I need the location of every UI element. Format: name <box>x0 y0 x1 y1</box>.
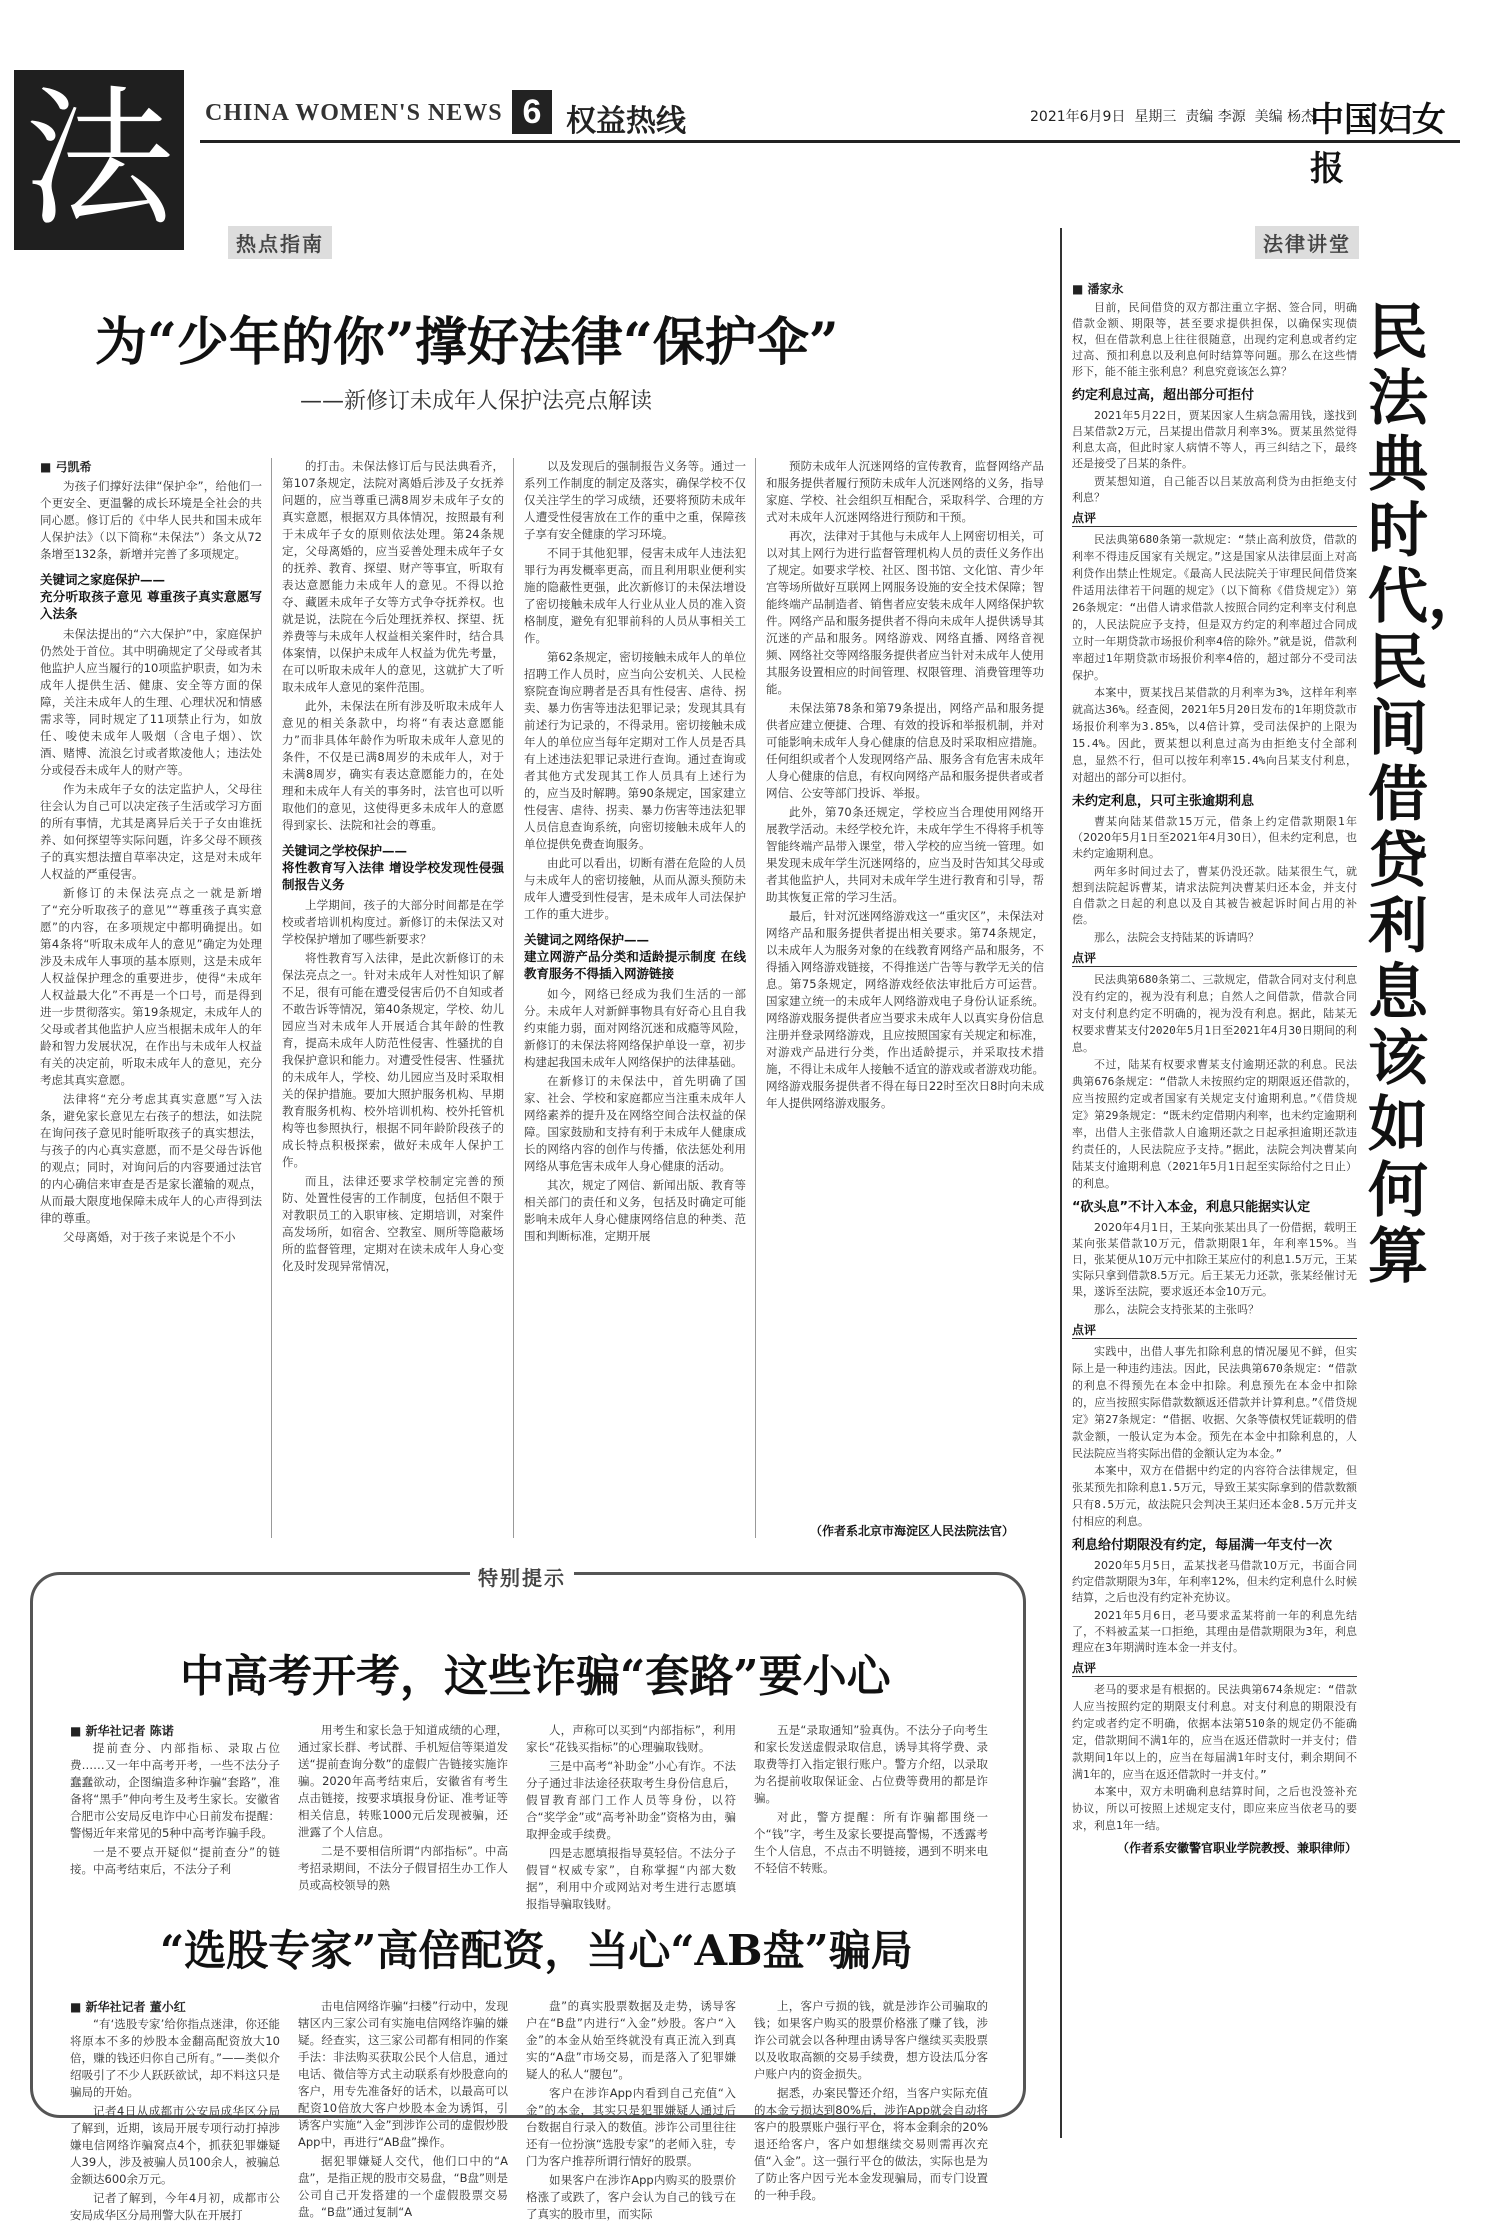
article1-headline: 为“少年的你”撑好法律“保护伞” <box>95 312 839 373</box>
article3-byline: ■ 新华社记者 董小红 <box>70 2000 186 2014</box>
comment-label: 点评 <box>1072 950 1357 967</box>
comment-text: 本案中，双方未明确利息结算时间，之后也没签补充协议，所以可按照上述规定支付，即应来应当依老马的要求，利息1年一结。 <box>1072 1785 1357 1832</box>
article1-column-2 <box>282 458 504 1540</box>
comment-text: 本案中，双方在借据中约定的内容符合法律规定，但张某预先扣除利息1.5万元，导致王某实际拿到的借款数额只有8.5万元，故法院只会判决王某归还本金8.5万元并支付相应的利息。 <box>1072 1464 1357 1528</box>
header-info <box>1030 106 1315 126</box>
art-credit: 美编 杨杰 <box>1254 109 1316 125</box>
paragraph: 2020年4月1日，王某向张某出具了一份借据，载明王某向张某借款10万元，借款期限1年，年利率15%。当日，张某便从10万元中扣除王某应付的利息1.5万元，王某实际只拿到借款8.5万元。后王某无力还款，张某经催讨无果，遂诉至法院，要求返还本金10万元。 <box>1072 1221 1357 1298</box>
article3-column-4 <box>754 1998 988 2202</box>
column-divider <box>513 458 514 1538</box>
paragraph: 父母离婚，对于孩子来说是个不小 <box>63 1230 236 1244</box>
article2-tag: 特别提示 <box>470 1560 574 1593</box>
paragraph: 那么，法院会支持陆某的诉请吗？ <box>1094 931 1259 944</box>
comment-label: 点评 <box>1072 1660 1357 1677</box>
paragraph: 新修订的未保法亮点之一就是新增了“充分听取孩子的意见”“尊重孩子真实意愿”的内容，在多项规定中都明确提出。如第4条将“听取未成年人的意见”确定为处理涉及未成年人事项的基本原则，这是未成年人权益保护理念的重要进步，使得“未成年人权益最大化”不再是一个口号，而是得到进一步贯彻落实。第19条规定，未成年人的父母或者其他监护人应当根据未成年人的年龄和智力发展状况，在作出与未成年人权益有关的决定前，听取未成年人的意见，充分考虑其真实意愿。 <box>40 886 262 1087</box>
paragraph: 客户在涉诈App内看到自己充值“入金”的本金，其实只是犯罪嫌疑人通过后台数据自行录入的数值。涉诈公司里往往还有一位扮演“选股专家”的老师入驻，专门为客户推荐所谓行情好的股票。 <box>526 2086 736 2168</box>
column-divider <box>271 458 272 1538</box>
paragraph: 再次，法律对于其他与未成年人上网密切相关，可以对其上网行为进行监督管理机构人员的责任义务作出了规定。如要求学校、社区、图书馆、文化馆、青少年宫等场所做好互联网上网服务设施的安全技术保障；智能终端产品制造者、销售者应安装未成年人网络保护软件。网络产品和服务提供者不得向未成年人提供诱导其沉迷的产品和服务。网络游戏、网络直播、网络音视频、网络社交等网络服务提供者应当针对未成年人使用其服务设置相应的时间管理、权限管理、消费管理等功能。 <box>766 529 1044 696</box>
newspaper-logo: 中国妇女报 <box>1310 100 1446 189</box>
paragraph: 如果客户在涉诈App内购买的股票价格涨了或跌了，客户会认为自己的钱亏在了真实的股市里，而实际 <box>526 2173 736 2221</box>
issue-date: 2021年6月9日 <box>1030 109 1126 125</box>
sidebar-heading: 未约定利息，只可主张逾期利息 <box>1072 794 1255 809</box>
editor-credit: 责编 李源 <box>1185 109 1246 125</box>
article2-byline: ■ 新华社记者 陈诺 <box>70 1724 174 1738</box>
paragraph: 用考生和家长急于知道成绩的心理，通过家长群、考试群、手机短信等渠道发送“提前查询分数”的虚假广告链接实施诈骗。2020年高考结束后，安徽省有考生点击链接，按要求填报身份证、准考证等相关信息，转账1000元后发现被骗，还泄露了个人信息。 <box>298 1723 508 1839</box>
paragraph: 人，声称可以买到“内部指标”，利用家长“花钱买指标”的心理骗取钱财。 <box>526 1723 736 1754</box>
paragraph: 三是中高考“补助金”小心有诈。不法分子通过非法途径获取考生身份信息后，假冒教育部门工作人员等身份，以符合“奖学金”或“高考补助金”资格为由，骗取押金或手续费。 <box>526 1759 736 1841</box>
paragraph: 未保法第78条和第79条提出，网络产品和服务提供者应建立便捷、合理、有效的投诉和举报机制，并对可能影响未成年人身心健康的信息及时采取相应措施。任何组织或者个人发现网络产品、服务含有危害未成年人身心健康的信息，有权向网络产品和服务提供者或者网信、公安等部门投诉、举报。 <box>766 701 1044 800</box>
paragraph: “有‘选股专家’给你指点迷津，你还能将原本不多的炒股本金翻高配资放大10倍，赚的钱还归你自己所有。”——类似介绍吸引了不少人跃跃欲试，却不料这只是骗局的开始。 <box>70 2017 280 2099</box>
paragraph: 此外，第70条还规定，学校应当合理使用网络开展教学活动。未经学校允许，未成年学生不得将手机等智能终端产品带入课堂，带入学校的应当统一管理。如果发现未成年学生沉迷网络的，应当及时告知其父母或者其他监护人，共同对未成年学生进行教育和引导，帮助其恢复正常的学习生活。 <box>766 805 1044 904</box>
sidebar-tag: 法律讲堂 <box>1255 226 1359 259</box>
article1-column-1 <box>40 478 262 1540</box>
paragraph: 目前，民间借贷的双方都注重立字据、签合同，明确借款金额、期限等，甚至要求提供担保，以确保实现债权，但在借款利息上往往很随意，出现约定利息或者约定过高、预扣利息以及利息何时结算等问题。那么在这些情形下，能不能主张利息？利息究竟该怎么算？ <box>1072 301 1357 378</box>
issue-weekday: 星期三 <box>1134 109 1177 125</box>
comment-text: 老马的要求是有根据的。民法典第674条规定：“借款人应当按照约定的期限支付利息。对支付利息的期限没有约定或者约定不明确，依据本法第510条的规定仍不能确定，借款期间不满1年的，应当在返还借款时一并支付；借款期间1年以上的，应当在每届满1年时支付，剩余期间不满1年的，应当在返还借款时一并支付。” <box>1072 1683 1357 1781</box>
article2-column-3 <box>526 1722 736 1910</box>
paragraph: 二是不要相信所谓“内部指标”。中高考招录期间，不法分子假冒招生办工作人员或高校领导的熟 <box>298 1844 508 1892</box>
paragraph: 对此，警方提醒：所有诈骗都围绕一个“钱”字，考生及家长要提高警惕，不透露考生个人信息，不点击不明链接，遇到不明来电不轻信不转账。 <box>754 1810 988 1875</box>
section-logo-fa: 法 <box>14 70 184 250</box>
article1-tag: 热点指南 <box>228 226 332 259</box>
paragraph: 不同于其他犯罪，侵害未成年人违法犯罪行为再发概率更高，而且利用职业便利实施的隐蔽性更强，此次新修订的未保法增设了密切接触未成年人行业从业人员的准入资格制度，避免有犯罪前科的人员从事相关工作。 <box>524 546 746 645</box>
comment-text: 实践中，出借人事先扣除利息的情况屡见不鲜，但实际上是一种违约违法。因此，民法典第670条规定：“借款的利息不得预先在本金中扣除。利息预先在本金中扣除的，应当按照实际借款数额返还借款并计算利息。”《借贷规定》第27条规定：“借据、收据、欠条等债权凭证载明的借款金额，一般认定为本金。预先在本金中扣除利息的，人民法院应当将实际出借的金额认定为本金。” <box>1072 1345 1357 1460</box>
paper-english-name: CHINA WOMEN'S NEWS <box>205 100 503 126</box>
paragraph: 由此可以看出，切断有潜在危险的人员与未成年人的密切接触，从而从源头预防未成年人遭受到性侵害，是未成年人司法保护工作的重大进步。 <box>524 856 746 921</box>
page-number: 6 <box>512 90 552 134</box>
paragraph: 的打击。未保法修订后与民法典看齐，第107条规定，法院对离婚后涉及子女抚养问题的，应当尊重已满8周岁未成年子女的真实意愿，根据双方具体情况，按照最有利于未成年子女的原则依法处理。第24条规定，父母离婚的，应当妥善处理未成年子女的抚养、教育、探望、财产等事宜，听取有表达意愿能力未成年人的意见。不得以抢夺、藏匿未成年子女等方式争夺抚养权。也就是说，法院在今后处理抚养权、探望、抚养费等与未成年人权益相关案件时，结合具体案情，以保护未成年人权益为优先考量，在可以听取未成年人的意见，这就扩大了听取未成年人意见的案件范围。 <box>282 459 504 694</box>
article2-column-4 <box>754 1722 988 1910</box>
article3-column-3 <box>526 1998 736 2221</box>
paragraph: 预防未成年人沉迷网络的宣传教育，监督网络产品和服务提供者履行预防未成年人沉迷网络的义务，指导家庭、学校、社会组织互相配合，采取科学、合理的方式对未成年人沉迷网络进行预防和干预。 <box>766 459 1044 524</box>
comment-label: 点评 <box>1072 510 1357 527</box>
paragraph: 盘”的真实股票数据及走势，诱导客户在“B盘”内进行“入金”炒股。客户“入金”的本金从始至终就没有真正流入到真实的“A盘”市场交易，而是落入了犯罪嫌疑人的私人“腰包”。 <box>526 1999 736 2081</box>
paragraph: 一是不要点开疑似“提前查分”的链接。中高考结束后，不法分子利 <box>70 1845 280 1876</box>
sidebar-heading: “砍头息”不计入本金，利息只能据实认定 <box>1072 1200 1311 1215</box>
comment-text: 民法典第680条第二、三款规定，借款合同对支付利息没有约定的，视为没有利息；自然人之间借款，借款合同对支付利息约定不明确的，视为没有利息。据此，陆某无权要求曹某支付2020年5月1日至2021年4月30日期间的利息。 <box>1072 973 1357 1054</box>
paragraph: 而且，法律还要求学校制定完善的预防、处置性侵害的工作制度，包括但不限于对教职员工的入职审核、定期培训，对案件高发场所，如宿舍、空教室、厕所等隐蔽场所的监督管理，定期对在读未成年人身心变化及时发现异常情况， <box>282 1174 504 1273</box>
article2-column-1 <box>70 1740 280 1910</box>
article1-column-4 <box>766 458 1044 1518</box>
comment-text: 本案中，贾某找吕某借款的月利率为3%，这样年利率就高达36%。经查阅，2021年5月20日发布的1年期贷款市场报价利率为3.85%，以4倍计算，受司法保护的上限为15.4%。因此，贾某想以利息过高为由拒绝支付全部利息，显然不行，但可以按年利率15.4%向吕某支付利息，对超出的部分可以拒付。 <box>1072 686 1357 784</box>
paragraph: 为孩子们撑好法律“保护伞”，给他们一个更安全、更温馨的成长环境是全社会的共同心愿。修订后的《中华人民共和国未成年人保护法》（以下简称“未保法”）条文从72条增至132条，新增并完善了多项规定。 <box>40 479 262 561</box>
comment-text: 民法典第680条第一款规定：“禁止高利放贷，借款的利率不得违反国家有关规定。”这是国家从法律层面上对高利贷作出禁止性规定。《最高人民法院关于审理民间借贷案件适用法律若干问题的规定》（以下简称《借贷规定》）第26条规定：“出借人请求借款人按照合同约定利率支付利息的，人民法院应予支持，但是双方约定的利率超过合同成立时一年期贷款市场报价利率4倍的除外。”就是说，借款利率超过1年期贷款市场报价利率4倍的，超过部分不受司法保护。 <box>1072 533 1357 682</box>
paragraph: 记者了解到，今年4月初，成都市公安局成华区分局刑警大队在开展打 <box>70 2191 280 2222</box>
paragraph: 上，客户亏损的钱，就是涉诈公司骗取的钱；如果客户购买的股票价格涨了赚了钱，涉诈公司就会以各种理由诱导客户继续买卖股票以及收取高额的交易手续费，想方设法瓜分客户账户内的资金损失。 <box>754 1999 988 2081</box>
paragraph: 2021年5月6日，老马要求孟某将前一年的利息先结了，不料被孟某一口拒绝，其理由是借款期限为3年，利息理应在3年期满时连本金一并支付。 <box>1072 1609 1357 1654</box>
article1-byline: ■ 弓凯希 <box>40 460 92 474</box>
article3-column-2 <box>298 1998 508 2219</box>
paragraph: 最后，针对沉迷网络游戏这一“重灾区”，未保法对网络产品和服务提供者提出相关要求。第74条规定，以未成年人为服务对象的在线教育网络产品和服务，不得插入网络游戏链接，不得推送广告等与教学无关的信息。第75条规定，网络游戏经依法审批后方可运营。国家建立统一的未成年人网络游戏电子身份认证系统。网络游戏服务提供者应当要求未成年人以真实身份信息注册并登录网络游戏，且应按照国家有关规定和标准，对游戏产品进行分类，作出适龄提示，并采取技术措施，不得让未成年人接触不适宜的游戏或者游戏功能。网络游戏服务提供者不得在每日22时至次日8时向未成年人提供网络游戏服务。 <box>766 909 1044 1110</box>
paragraph: 五是“录取通知”验真伪。不法分子向考生和家长发送虚假录取信息，诱导其将学费、录取费等打入指定银行账户。警方介绍，以录取为名提前收取保证金、占位费等费用的都是诈骗。 <box>754 1723 988 1805</box>
paragraph: 如今，网络已经成为我们生活的一部分。未成年人对新鲜事物具有好奇心且自我约束能力弱，面对网络沉迷和成瘾等风险，新修订的未保法将网络保护单设一章，初步构建起我国未成年人网络保护的法律基础。 <box>524 987 746 1069</box>
paragraph: 曹某向陆某借款15万元，借条上约定借款期限1年（2020年5月1日至2021年4月30日），但未约定利息，也未约定逾期利息。 <box>1072 815 1357 860</box>
paragraph: 在新修订的未保法中，首先明确了国家、社会、学校和家庭都应当注重未成年人网络素养的提升及在网络空间合法权益的保障。国家鼓励和支持有利于未成年人健康成长的网络内容的创作与传播，依法惩处利用网络从事危害未成年人身心健康的活动。 <box>524 1074 746 1173</box>
paragraph: 记者4日从成都市公安局成华区分局了解到，近期，该局开展专项行动打掉涉嫌电信网络诈骗窝点4个，抓获犯罪嫌疑人39人，涉及被骗人员100余人，被骗总金额达600余万元。 <box>70 2104 280 2186</box>
paragraph: 其次，规定了网信、新闻出版、教育等相关部门的责任和义务，包括及时确定可能影响未成年人身心健康网络信息的种类、范围和判断标准，定期开展 <box>524 1178 746 1243</box>
sidebar-byline: ■ 潘家永 <box>1072 282 1124 296</box>
paragraph: 上学期间，孩子的大部分时间都是在学校或者培训机构度过。新修订的未保法又对学校保护增加了哪些新要求？ <box>282 898 504 946</box>
sidebar-vertical-title: 民法典时代，民间借贷利息该如何算 <box>1368 298 1488 1292</box>
paragraph: 据犯罪嫌疑人交代，他们口中的“A盘”，是指正规的股市交易盘，“B盘”则是公司自己开发搭建的一个虚假股票交易盘。“B盘”通过复制“A <box>298 2154 508 2219</box>
paragraph: 2020年5月5日，孟某找老马借款10万元，书面合同约定借款期限为3年，年利率12%，但未约定利息什么时候结算，之后也没有约定补充协议。 <box>1072 1559 1357 1604</box>
paragraph: 两年多时间过去了，曹某仍没还款。陆某很生气，就想到法院起诉曹某，请求法院判决曹某归还本金，并支付自借款之日起的利息以及自其被告被起诉时间占用的补偿。 <box>1072 865 1357 926</box>
article1-author-note: （作者系北京市海淀区人民法院法官） <box>810 1524 1015 1538</box>
header-rule <box>200 140 1460 143</box>
paragraph: 2021年5月22日，贾某因家人生病急需用钱，遂找到吕某借款2万元，吕某提出借款月利率3%。贾某虽然觉得利息太高，但此时家人病情不等人，再三纠结之下，最终还是接受了吕某的条件。 <box>1072 409 1357 470</box>
paragraph: 作为未成年子女的法定监护人，父母往往会认为自己可以决定孩子生活或学习方面的所有事情，尤其是离异后关于子女由谁抚养、如何探望等实际问题，许多父母不顾孩子的真实想法擅自草率决定，这是对未成年人权益的严重侵害。 <box>40 782 262 881</box>
article1-column-3 <box>524 458 746 1540</box>
paragraph: 四是志愿填报指导莫轻信。不法分子假冒“权威专家”，自称掌握“内部大数据”，利用中介或网站对考生进行志愿填报指导骗取钱财。 <box>526 1846 736 1911</box>
sidebar-body <box>1072 300 1357 2130</box>
paragraph: 第62条规定，密切接触未成年人的单位招聘工作人员时，应当向公安机关、人民检察院查询应聘者是否具有性侵害、虐待、拐卖、暴力伤害等违法犯罪记录；发现其具有前述行为记录的，不得录用。密切接触未成年人的单位应当每年定期对工作人员是否具有上述违法犯罪记录进行查询。通过查询或者其他方式发现其工作人员具有上述行为的，应当及时解聘。第90条规定，国家建立性侵害、虐待、拐卖、暴力伤害等违法犯罪人员信息查询系统，向密切接触未成年人的单位提供免费查询服务。 <box>524 650 746 851</box>
keyword-heading: 关键词之网络保护—— 建立网游产品分类和适龄提示制度 在线教育服务不得插入网游链接 <box>524 932 746 981</box>
article3-column-1 <box>70 2016 280 2222</box>
article1-subhead: ——新修订未成年人保护法亮点解读 <box>300 389 653 414</box>
paragraph: 以及发现后的强制报告义务等。通过一系列工作制度的制定及落实，确保学校不仅仅关注学生的学习成绩，还要将预防未成年人遭受性侵害放在工作的重中之重，保障孩子享有安全健康的学习环境。 <box>524 459 746 541</box>
paragraph: 那么，法院会支持张某的主张吗？ <box>1094 1303 1259 1316</box>
keyword-heading: 关键词之家庭保护—— 充分听取孩子意见 尊重孩子真实意愿写入法条 <box>40 572 262 621</box>
sidebar-heading: 约定利息过高，超出部分可拒付 <box>1072 388 1255 403</box>
comment-label: 点评 <box>1072 1322 1357 1339</box>
comment-text: 不过，陆某有权要求曹某支付逾期还款的利息。民法典第676条规定：“借款人未按照约定的期限返还借款的，应当按照约定或者国家有关规定支付逾期利息。”《借贷规定》第29条规定：“既未约定借期内利率，也未约定逾期利率，出借人主张借款人自逾期还款之日起承担逾期还款违约责任的，人民法院应予支持。”据此，法院会判决曹某向陆某支付逾期利息（2021年5月1日起至实际给付之日止）的利息。 <box>1072 1058 1357 1190</box>
paragraph: 将性教育写入法律，是此次新修订的未保法亮点之一。针对未成年人对性知识了解不足，很有可能在遭受侵害后仍不自知或者不敢告诉等情况，第40条规定，学校、幼儿园应当对未成年人开展适合其年龄的性教育，提高未成年人防范性侵害、性骚扰的自我保护意识和能力。对遭受性侵害、性骚扰的未成年人，学校、幼儿园应当及时采取相关的保护措施。要加大照护服务机构、早期教育服务机构、校外培训机构、校外托管机构等也参照执行，根据不同年龄阶段孩子的成长特点积极探索，做好未成年人保护工作。 <box>282 951 504 1169</box>
paragraph: 提前查分、内部指标、录取占位费……又一年中高考开考，一些不法分子蠢蠢欲动，企图编造多种诈骗“套路”，准备将“黑手”伸向考生及考生家长。安徽省合肥市公安局反电诈中心日前发布提醒：警惕近年来常见的5种中高考诈骗手段。 <box>70 1741 280 1840</box>
sidebar-heading: 利息给付期限没有约定，每届满一年支付一次 <box>1072 1538 1333 1553</box>
section-title: 权益热线 <box>566 104 686 139</box>
paragraph: 据悉，办案民警还介绍，当客户实际充值的本金亏损达到80%后，涉诈App就会自动将客户的股票账户强行平仓，将本金剩余的20%退还给客户，客户如想继续交易则需再次充值“入金”。这一强行平仓的做法，实际也是为了防止客户因亏光本金发现骗局，而专门设置的一种手段。 <box>754 2086 988 2202</box>
keyword-heading: 关键词之学校保护—— 将性教育写入法律 增设学校发现性侵强制报告义务 <box>282 843 504 892</box>
paragraph: 击电信网络诈骗“扫楼”行动中，发现辖区内三家公司有实施电信网络诈骗的嫌疑。经查实，这三家公司都有相同的作案手法：非法购买获取公民个人信息，通过电话、微信等方式主动联系有炒股意向的客户，用专先准备好的话术，以最高可以配资10倍放大客户炒股本金为诱饵，引诱客户实施“入金”到涉诈公司的虚假炒股App中，再进行“AB盘”操作。 <box>298 1999 508 2149</box>
article3-headline: “选股专家”高倍配资，当心“AB盘”骗局 <box>160 1926 913 1975</box>
article2-headline: 中高考开考，这些诈骗“套路”要小心 <box>180 1651 891 1702</box>
column-divider <box>755 458 756 1538</box>
paragraph: 贾某想知道，自己能否以吕某放高利贷为由拒绝支付利息？ <box>1072 475 1357 504</box>
paragraph: 法律将“充分考虑其真实意愿”写入法条，避免家长意见左右孩子的想法，如法院在询问孩子意见时能听取孩子的真实想法，与孩子的内心真实意愿，而不是父母告诉他的观点；同时，对询问后的内容要通过法官的内心确信来审查是否是家长灌输的观点，从而最大限度地保障未成年人的心声得到法律的尊重。 <box>40 1092 262 1225</box>
paragraph: 此外，未保法在所有涉及听取未成年人意见的相关条款中，均将“有表达意愿能力”而非具体年龄作为听取未成年人意见的条件，不仅是已满8周岁的未成年人，对于未满8周岁，确实有表达意愿能力的，在处理和未成年人有关的事务时，法官也可以听取他们的意见，这使得更多未成年人的意愿得到家长、法院和社会的尊重。 <box>282 699 504 832</box>
sidebar-author-note: （作者系安徽警官职业学院教授、兼职律师） <box>1116 1841 1357 1855</box>
paragraph: 未保法提出的“六大保护”中，家庭保护仍然处于首位。其中明确规定了父母或者其他监护人应当履行的10项监护职责，如为未成年人提供生活、健康、安全等方面的保障，关注未成年人的生理、心理状况和情感需求等，同时规定了11项禁止行为，如放任、唆使未成年人吸烟（含电子烟）、饮酒、赌博、流浪乞讨或者欺凌他人；违法处分或侵吞未成年人的财产等。 <box>40 627 262 777</box>
article2-column-2 <box>298 1722 508 1910</box>
